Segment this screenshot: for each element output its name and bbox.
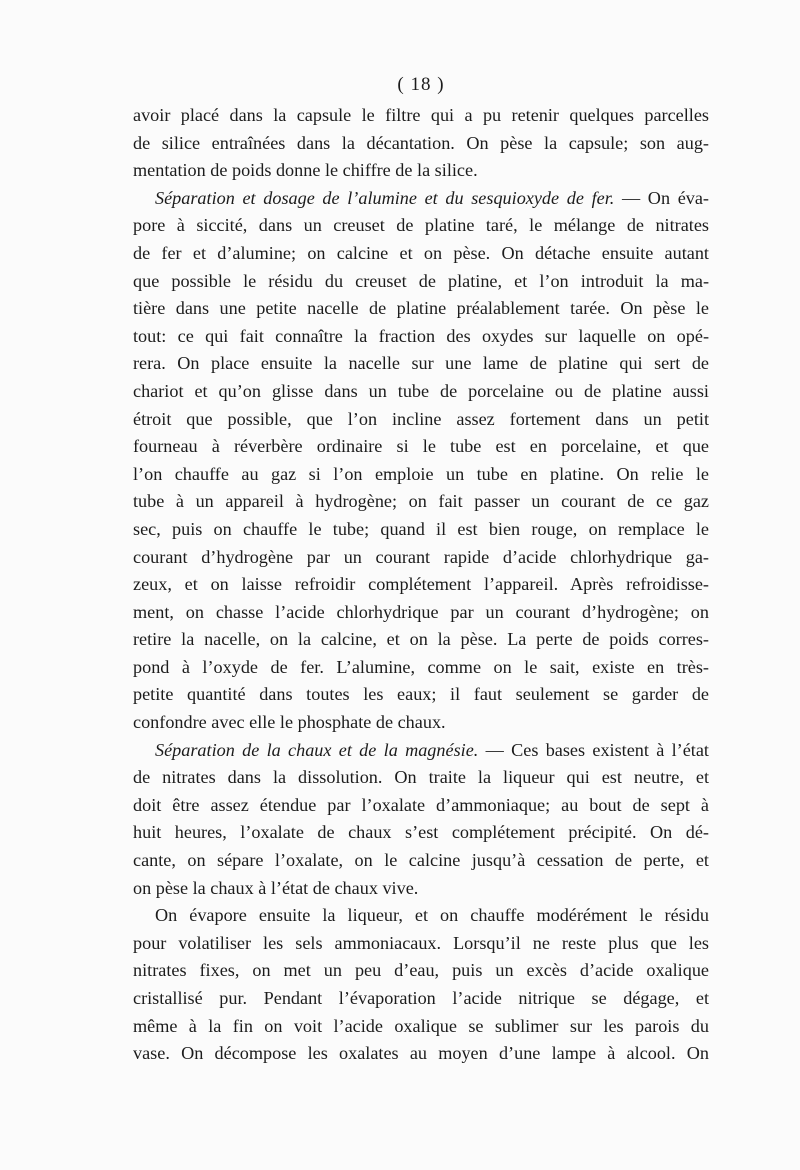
text-line [133,709,709,737]
text-line [133,599,709,627]
text-line [133,792,709,820]
text-segment: retire la nacelle, on la calcine, et on la pèse. La perte de poids corres- [133,629,709,650]
text-segment: zeux, et on laisse refroidir complétement l’appareil. Après refroidisse- [133,574,709,595]
text-line [133,350,709,378]
text-segment: tout: ce qui fait connaître la fraction des oxydes sur laquelle on opé- [133,325,709,346]
text-line [133,902,709,930]
text-segment: l’on chauffe au gaz si l’on emploie un tube en platine. On relie le [133,463,709,484]
text-line [133,433,709,461]
text-segment: — Ces bases existent à l’état [478,739,709,760]
text-line [133,654,709,682]
text-segment: que possible le résidu du creuset de platine, et l’on introduit la ma- [133,270,709,291]
text-line [133,488,709,516]
text-line [133,544,709,572]
text-line [133,930,709,958]
text-segment: rera. On place ensuite la nacelle sur une lame de platine qui sert de [133,353,709,374]
text-segment: doit être assez étendue par l’oxalate d’ammoniaque; au bout de sept à [133,794,709,815]
text-line [133,406,709,434]
text-segment: tière dans une petite nacelle de platine préalablement tarée. On pèse le [133,298,709,319]
text-segment: étroit que possible, que l’on incline assez fortement dans un petit [133,408,709,429]
text-segment: de fer et d’alumine; on calcine et on pèse. On détache ensuite autant [133,242,709,263]
text-line [133,212,709,240]
text-segment: — On éva- [614,187,709,208]
text-line [133,323,709,351]
text-line [133,764,709,792]
text-segment: On évapore ensuite la liqueur, et on chauffe modérément le résidu [155,905,709,926]
text-segment: confondre avec elle le phosphate de chaux. [133,712,446,733]
book-page [133,68,709,1068]
text-line [133,1013,709,1041]
italic-heading: Séparation et dosage de l’alumine et du sesquioxyde de fer. [155,187,615,208]
text-segment: fourneau à réverbère ordinaire si le tube est en porcelaine, et que [133,436,709,457]
body-text [133,102,709,1068]
text-line [133,185,709,213]
text-line [133,516,709,544]
paragraph [133,902,709,1068]
text-segment: chariot et qu’on glisse dans un tube de porcelaine ou de platine aussi [133,380,709,401]
text-segment: pond à l’oxyde de fer. L’alumine, comme on le sait, existe en très- [133,656,709,677]
text-segment: sec, puis on chauffe le tube; quand il est bien rouge, on remplace le [133,518,709,539]
italic-heading: Séparation de la chaux et de la magnésie. [155,739,479,760]
text-line [133,681,709,709]
text-segment: nitrates fixes, on met un peu d’eau, puis un excès d’acide oxalique [133,960,709,981]
text-segment: de silice entraînées dans la décantation. On pèse la capsule; son aug- [133,132,709,153]
page-number: ( 18 ) [397,74,445,95]
paragraph [133,737,709,903]
text-line [133,571,709,599]
text-segment: ment, on chasse l’acide chlorhydrique par un courant d’hydrogène; on [133,601,709,622]
text-line [133,378,709,406]
text-segment: pour volatiliser les sels ammoniacaux. Lorsqu’il ne reste plus que les [133,932,709,953]
text-segment: cristallisé pur. Pendant l’évaporation l’acide nitrique se dégage, et [133,988,709,1008]
text-segment: vase. On décompose les oxalates au moyen d’une lampe à alcool. On [133,1043,709,1064]
text-line [133,295,709,323]
text-line [133,268,709,296]
paragraph [133,185,709,737]
text-line [133,626,709,654]
text-line [133,461,709,489]
text-line [133,1040,709,1068]
text-segment: cante, on sépare l’oxalate, on le calcine jusqu’à cessation de perte, et [133,850,709,871]
text-segment: mentation de poids donne le chiffre de la silice. [133,160,478,181]
text-segment: on pèse la chaux à l’état de chaux vive. [133,877,419,898]
text-segment: avoir placé dans la capsule le filtre qui a pu retenir quelques parcelles [133,105,709,125]
text-line [133,985,709,1013]
text-segment: tube à un appareil à hydrogène; on fait passer un courant de ce gaz [133,491,709,512]
text-line [133,875,709,903]
text-line [133,957,709,985]
text-segment: courant d’hydrogène par un courant rapide d’acide chlorhydrique ga- [133,546,709,567]
text-segment: pore à siccité, dans un creuset de platine taré, le mélange de nitrates [133,215,709,236]
text-segment: petite quantité dans toutes les eaux; il faut seulement se garder de [133,684,709,705]
text-line [133,847,709,875]
text-segment: de nitrates dans la dissolution. On traite la liqueur qui est neutre, et [133,767,709,788]
text-segment: huit heures, l’oxalate de chaux s’est complétement précipité. On dé- [133,822,709,843]
text-line [133,819,709,847]
text-line [133,130,709,158]
text-line [133,157,709,185]
text-segment: même à la fin on voit l’acide oxalique se sublimer sur les parois du [133,1015,709,1036]
text-line [133,240,709,268]
paragraph [133,102,709,185]
text-line [133,102,709,130]
text-line [133,737,709,765]
